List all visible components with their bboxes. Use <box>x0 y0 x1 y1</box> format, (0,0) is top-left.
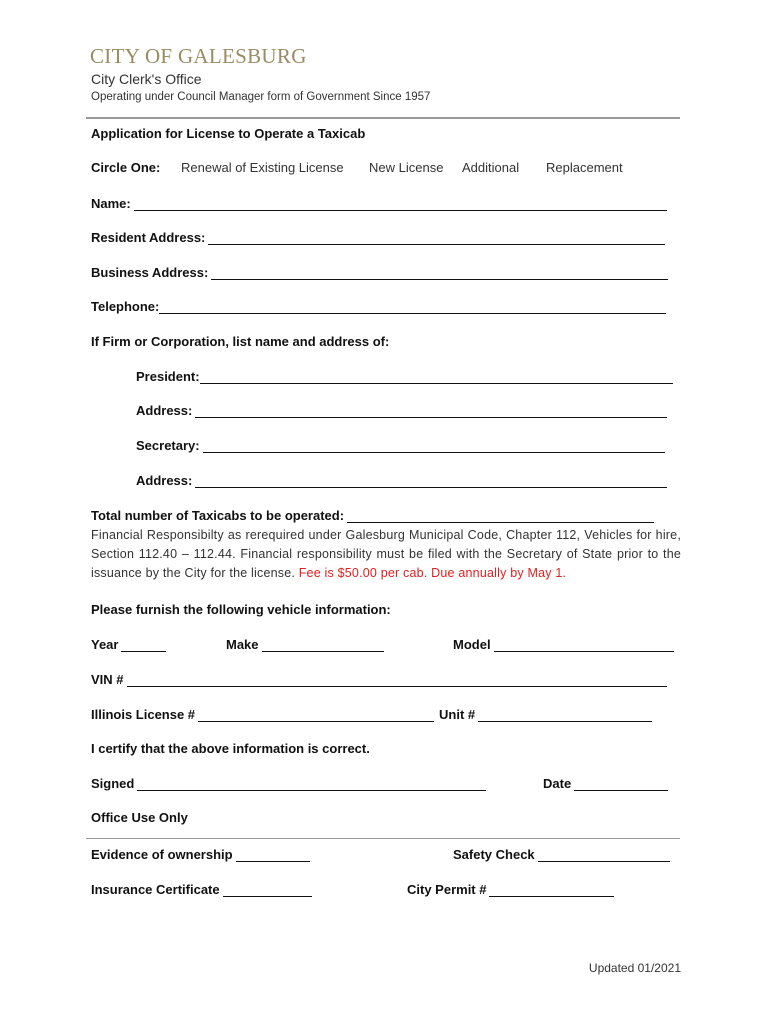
evidence-field[interactable] <box>236 848 310 862</box>
evidence-row <box>91 847 310 862</box>
address-label: Address: <box>136 403 193 418</box>
date-row <box>543 776 668 791</box>
address-label: Address: <box>136 473 193 488</box>
option-replacement[interactable]: Replacement <box>546 160 623 175</box>
safety-check-field[interactable] <box>538 848 670 862</box>
telephone-row <box>91 299 666 314</box>
resident-address-row <box>91 230 665 245</box>
signed-row <box>91 776 486 791</box>
fee-notice: Fee is $50.00 per cab. Due annually by May 1. <box>298 566 567 580</box>
model-label: Model <box>453 637 491 652</box>
option-new-license[interactable]: New License <box>369 160 444 175</box>
option-renewal[interactable]: Renewal of Existing License <box>181 160 344 175</box>
president-address-row <box>136 403 667 418</box>
unit-field[interactable] <box>478 708 652 722</box>
date-field[interactable] <box>574 777 668 791</box>
certify-statement: I certify that the above information is correct. <box>91 741 370 756</box>
option-additional[interactable]: Additional <box>462 160 520 175</box>
president-label: President: <box>136 369 200 384</box>
city-title: CITY OF GALESBURG <box>90 44 307 68</box>
year-label: Year <box>91 637 119 652</box>
office-name: City Clerk's Office <box>91 71 202 87</box>
make-label: Make <box>226 637 259 652</box>
header-divider <box>86 117 680 119</box>
name-field[interactable] <box>134 197 667 211</box>
name-label: Name: <box>91 196 131 211</box>
signature-field[interactable] <box>137 777 486 791</box>
date-label: Date <box>543 776 572 791</box>
business-address-field[interactable] <box>211 266 668 280</box>
signed-label: Signed <box>91 776 135 791</box>
taxicab-count-field[interactable] <box>347 509 654 523</box>
vehicle-heading: Please furnish the following vehicle information: <box>91 602 391 617</box>
safety-check-label: Safety Check <box>453 847 535 862</box>
safety-check-row <box>453 847 670 862</box>
president-field[interactable] <box>200 370 673 384</box>
make-field[interactable] <box>262 638 384 652</box>
vin-label: VIN # <box>91 672 124 687</box>
city-permit-row <box>407 882 614 897</box>
telephone-field[interactable] <box>159 300 666 314</box>
year-row <box>91 637 166 652</box>
form-title: Application for License to Operate a Taxicab <box>91 126 366 141</box>
taxicab-count-row <box>91 508 654 523</box>
model-row <box>453 637 674 652</box>
illinois-license-label: Illinois License # <box>91 707 196 722</box>
office-use-label: Office Use Only <box>91 810 188 825</box>
president-address-field[interactable] <box>195 404 667 418</box>
unit-label: Unit # <box>439 707 476 722</box>
secretary-label: Secretary: <box>136 438 200 453</box>
name-row <box>91 196 667 211</box>
telephone-label: Telephone: <box>91 299 160 314</box>
business-address-label: Business Address: <box>91 265 209 280</box>
evidence-label: Evidence of ownership <box>91 847 233 862</box>
business-address-row <box>91 265 668 280</box>
firm-heading: If Firm or Corporation, list name and address of: <box>91 334 390 349</box>
resident-address-field[interactable] <box>208 231 665 245</box>
secretary-field[interactable] <box>203 439 665 453</box>
illinois-license-field[interactable] <box>198 708 434 722</box>
vin-field[interactable] <box>127 673 667 687</box>
financial-responsibility-text <box>91 526 681 583</box>
city-permit-field[interactable] <box>489 883 614 897</box>
make-row <box>226 637 384 652</box>
secretary-address-field[interactable] <box>195 474 667 488</box>
updated-date: Updated 01/2021 <box>588 961 681 975</box>
illinois-license-row <box>91 707 434 722</box>
office-use-divider <box>86 838 680 839</box>
president-row <box>136 369 673 384</box>
resident-address-label: Resident Address: <box>91 230 206 245</box>
insurance-field[interactable] <box>223 883 312 897</box>
financial-text: Financial Responsibilty as rerequired under Galesburg Municipal Code, Chapter 112, Vehicles for hire, Section 112.40 – 112.44. Financial responsibility must be filed with the Secretary of State prior to the issuance by the City for the license. <box>91 528 681 580</box>
model-field[interactable] <box>494 638 674 652</box>
unit-row <box>439 707 652 722</box>
city-permit-label: City Permit # <box>407 882 487 897</box>
insurance-label: Insurance Certificate <box>91 882 220 897</box>
circle-one-label: Circle One: <box>91 160 161 175</box>
secretary-row <box>136 438 665 453</box>
insurance-row <box>91 882 312 897</box>
year-field[interactable] <box>121 638 166 652</box>
taxicab-count-label: Total number of Taxicabs to be operated: <box>91 508 345 523</box>
government-form-note: Operating under Council Manager form of Government Since 1957 <box>91 91 431 103</box>
secretary-address-row <box>136 473 667 488</box>
vin-row <box>91 672 667 687</box>
